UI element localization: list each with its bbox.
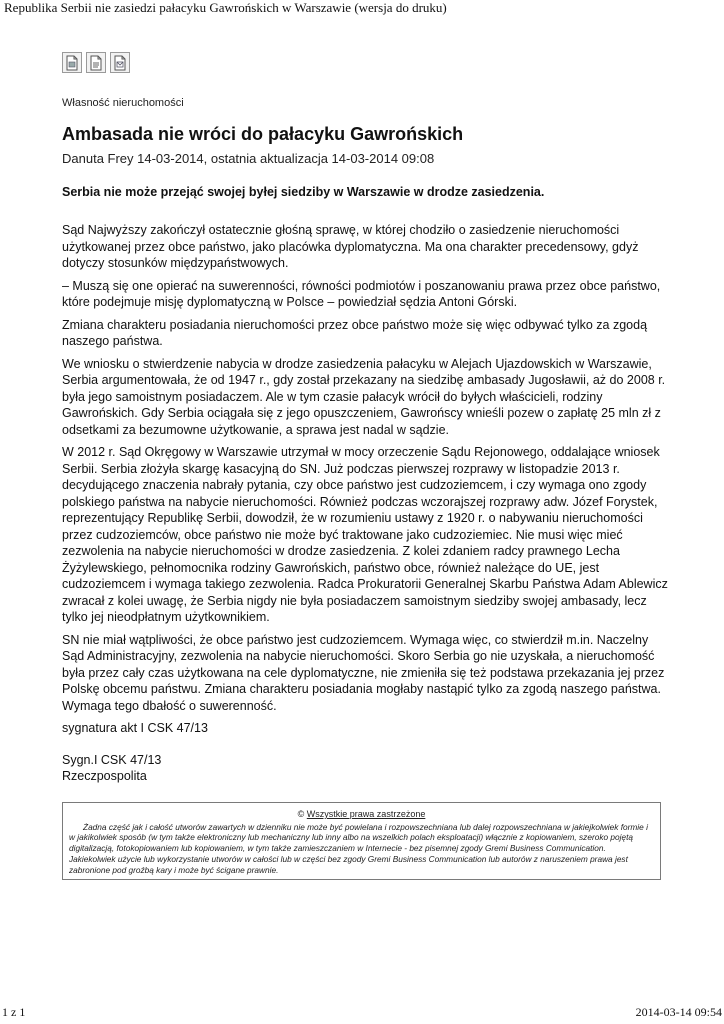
article-paragraph: We wniosku o stwierdzenie nabycia w drodze zasiedzenia pałacyku w Alejach Ujazdowskich w Warszawie, Serbia argumentowała, że od 1947 r., gdy został przekazany na siedzibę ambasady Jugosławii, aż do 2008 r. była jego samoistnym posiadaczem. Ale w tym czasie pałacyk wrócił do byłych właścicieli, rodziny Gawrońskich. Gdy Serbia ociągała się z jego opuszczeniem, Gawrońscy wnieśli pozew o zapłatę 25 mln zł z odsetkami za bezumowne użytkowanie, a sprawa jest nadal w sądzie. <box>62 356 666 437</box>
article-paragraph: – Muszą się one opierać na suwerenności, równości podmiotów i poszanowaniu prawa przez obce państwo, które podejmuje misję dyplomatyczną w Polsce – powiedział sędzia Antoni Górski. <box>62 278 661 309</box>
rights-reserved-link[interactable]: Wszystkie prawa zastrzeżone <box>306 809 426 819</box>
article-lead: Serbia nie może przejąć swojej byłej siedziby w Warszawie w drodze zasiedzenia. <box>62 185 545 199</box>
case-signature: sygnatura akt I CSK 47/13 <box>62 721 208 735</box>
email-icon[interactable] <box>110 52 130 73</box>
signature-line: Sygn.I CSK 47/13 <box>62 753 162 767</box>
source-publication: Rzeczpospolita <box>62 769 147 783</box>
pdf-icon[interactable] <box>86 52 106 73</box>
copyright-text: Żadna część jak i całość utworów zawartych w dzienniku nie może być powielana i rozpowszechniana lub dalej rozpowszechniana w jakiejkolwiek formie i w jakikolwiek sposób (w tym także elektroniczny lub mechaniczny lub inny albo na wszelkich polach eksploatacji) włącznie z kopiowaniem, szeroko pojętą digitalizacją, fotokopiowaniem lub kopiowaniem, w tym także zamieszczaniem w Internecie - bez pisemnej zgody Gremi Business Communication. Jakiekolwiek użycie lub wykorzystanie utworów w całości lub w części bez zgody Gremi Business Communication lub autorów z naruszeniem prawa jest zabronione pod groźbą kary i może być ścigane prawnie. <box>69 821 648 875</box>
article-body <box>62 222 672 743</box>
copyright-heading <box>69 809 654 820</box>
article-paragraph: Sąd Najwyższy zakończył ostatecznie głośną sprawę, w której chodziło o zasiedzenie nieruchomości użytkowanej przez obce państwo, jako placówka dyplomatyczna. Ma ona charakter precedensowy, gdyż dotyczy stosunków międzypaństwowych. <box>62 223 639 270</box>
category-label: Własność nieruchomości <box>62 97 184 109</box>
article-paragraph: Zmiana charakteru posiadania nieruchomości przez obce państwo może się więc odbywać tylko za zgodą naszego państwa. <box>62 317 648 348</box>
print-timestamp: 2014-03-14 09:54 <box>635 1005 722 1019</box>
article-byline: Danuta Frey 14-03-2014, ostatnia aktualizacja 14-03-2014 09:08 <box>62 151 435 166</box>
copyright-icon: © <box>297 809 305 819</box>
toolbar <box>62 52 130 73</box>
article-paragraph: W 2012 r. Sąd Okręgowy w Warszawie utrzymał w mocy orzeczenie Sądu Rejonowego, oddalające wniosek Serbii. Serbia złożyła skargę kasacyjną do SN. Już podczas pierwszej rozprawy w listopadzie 2013 r. decydującego znaczenia nabrały pytania, czy obce państwo jest cudzoziemcem, i czy wymaga ono zgody polskiego państwa na nabycie nieruchomości. Również podczas wczorajszej rozprawy adw. Józef Forystek, reprezentujący Republikę Serbii, dowodził, że w rozumieniu ustawy z 1920 r. o nabywaniu nieruchomości przez cudzoziemców, obce państwo nie może być traktowane jako cudzoziemiec. Nie musi więc mieć zezwolenia na nabycie nieruchomości w drodze zasiedzenia. Z kolei zdaniem radcy prawnego Lecha Żyżylewskiego, pełnomocnika rodziny Gawrońskich, państwo obce, również należące do UE, jest cudzoziemcem i wymaga takiego zezwolenia. Radca Prokuratorii Generalnej Skarbu Państwa Adam Ablewicz zwracał z kolei uwagę, że Serbia nigdy nie była posiadaczem samoistnym siedziby swojej ambasady, lecz tylko jej nieodpłatnym użytkownikiem. <box>62 445 668 624</box>
copyright-notice <box>62 802 661 880</box>
article-paragraph: SN nie miał wątpliwości, że obce państwo jest cudzoziemcem. Wymaga więc, co stwierdził m.in. Naczelny Sąd Administracyjny, zezwolenia na nabycie nieruchomości. Skoro Serbia go nie uzyskała, a nieruchomość była przez cały czas użytkowana na cele dyplomatyczne, nie zmieniła się też podstawa przekazania jej przez Polskę obcemu państwu. Zmiana charakteru posiadania mogłaby nastąpić tylko za zgodą naszego państwa. Wymaga tego dbałość o suwerenność. <box>62 632 665 713</box>
print-header-title: Republika Serbii nie zasiedzi pałacyku Gawrońskich w Warszawie (wersja do druku) <box>4 0 447 15</box>
page-counter: 1 z 1 <box>2 1005 26 1019</box>
article-title: Ambasada nie wróci do pałacyku Gawrońskich <box>62 124 464 144</box>
document-icon[interactable] <box>62 52 82 73</box>
source-block <box>62 752 161 784</box>
